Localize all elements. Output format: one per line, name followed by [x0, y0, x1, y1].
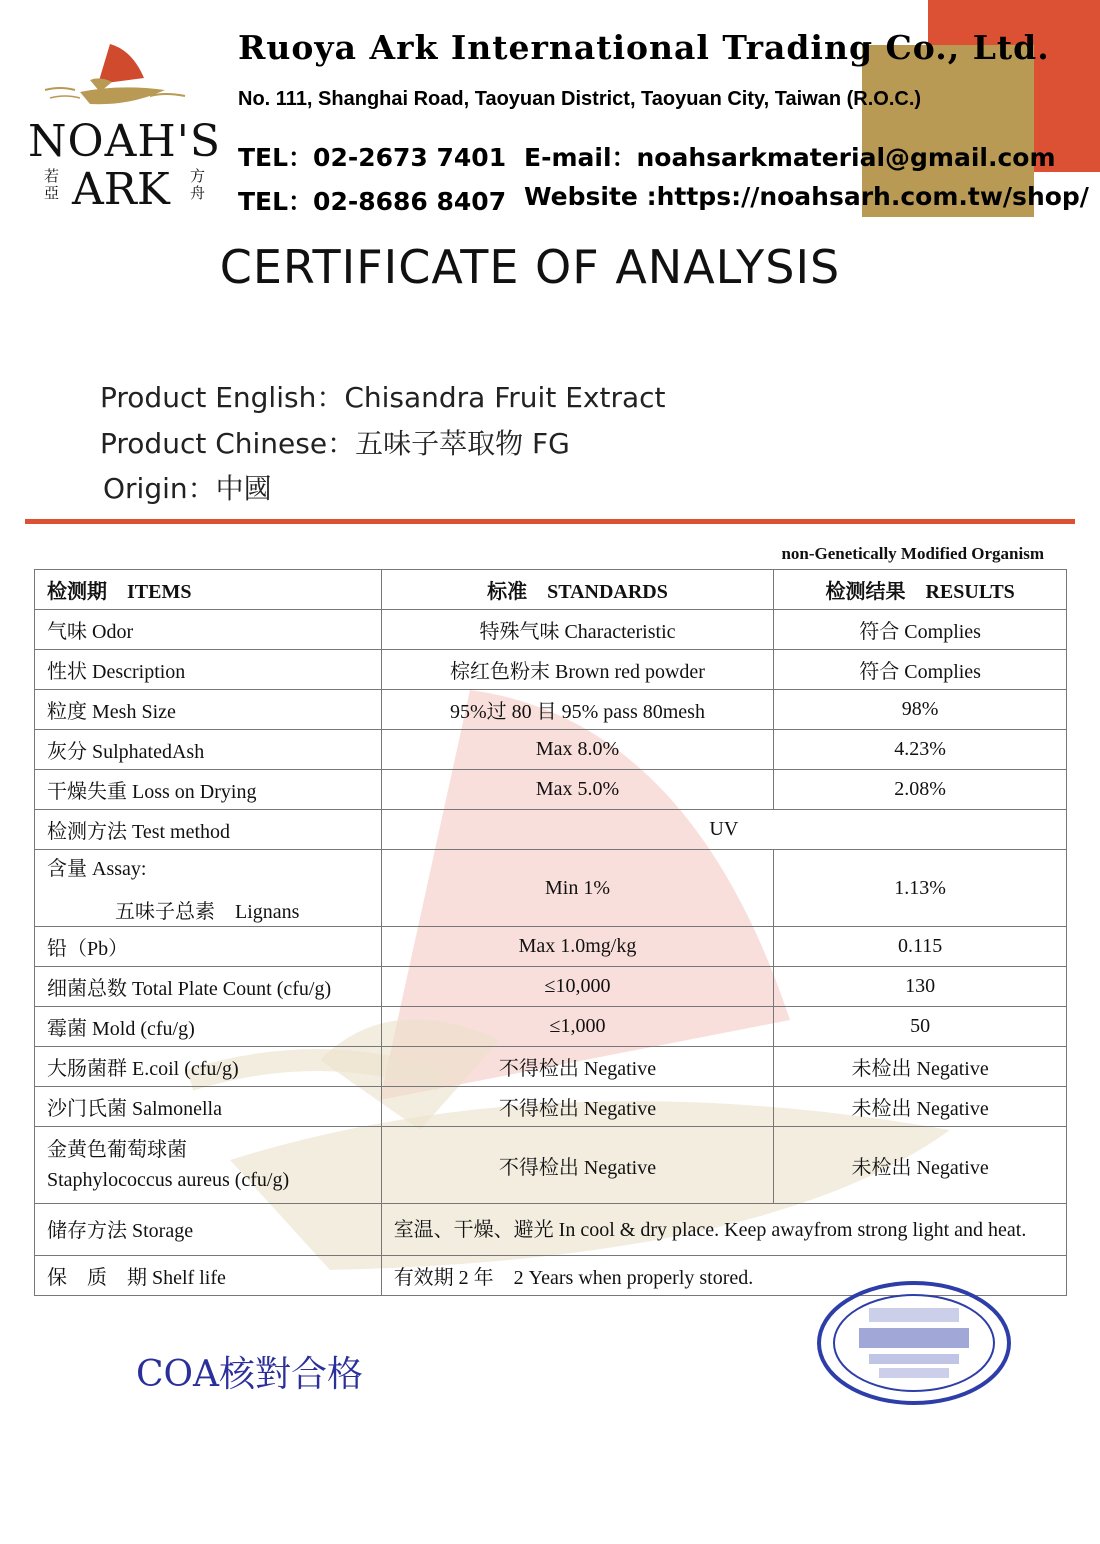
- standard-cell: Max 8.0%: [381, 730, 774, 770]
- result-cell: 1.13%: [774, 850, 1067, 927]
- logo-cjk-right: 方舟: [190, 167, 206, 202]
- table-row-storage: [35, 1204, 1067, 1256]
- result-cell: 4.23%: [774, 730, 1067, 770]
- storage-value: 室温、干燥、避光 In cool & dry place. Keep awayfrom strong light and heat.: [381, 1204, 1066, 1256]
- table-row: [35, 650, 1067, 690]
- item-cell: 干燥失重 Loss on Drying: [35, 770, 382, 810]
- standard-cell: ≤10,000: [381, 967, 774, 1007]
- table-row-assay: [35, 850, 1067, 927]
- table-row-staph: [35, 1127, 1067, 1204]
- result-cell: 未检出 Negative: [774, 1047, 1067, 1087]
- table-row: [35, 967, 1067, 1007]
- result-cell: 未检出 Negative: [774, 1127, 1067, 1204]
- staph-label-cn: 金黄色葡萄球菌: [47, 1139, 187, 1161]
- table-row: [35, 927, 1067, 967]
- item-cell: 沙门氏菌 Salmonella: [35, 1087, 382, 1127]
- company-address: No. 111, Shanghai Road, Taoyuan District, Taoyuan City, Taiwan (R.O.C.): [238, 88, 922, 110]
- assay-label: 含量 Assay:: [47, 858, 147, 880]
- result-cell: 符合 Complies: [774, 650, 1067, 690]
- product-origin: Origin：中國: [103, 472, 272, 505]
- column-header-results: 检测结果 RESULTS: [774, 570, 1067, 610]
- result-cell: 符合 Complies: [774, 610, 1067, 650]
- table-row: [35, 1007, 1067, 1047]
- product-english-name: Product English：Chisandra Fruit Extract: [100, 381, 666, 414]
- item-cell: 保 质 期 Shelf life: [35, 1256, 382, 1296]
- phone-2: TEL：02-8686 8407: [238, 187, 507, 216]
- sailboat-icon: [40, 36, 190, 116]
- product-chinese-name: Product Chinese：五味子萃取物 FG: [100, 427, 570, 460]
- table-row: [35, 610, 1067, 650]
- item-cell: 粒度 Mesh Size: [35, 690, 382, 730]
- assay-sub-label: 五味子总素 Lignans: [115, 901, 300, 923]
- test-method-value: UV: [381, 810, 1066, 850]
- item-cell: 性状 Description: [35, 650, 382, 690]
- column-header-items: 检测期 ITEMS: [35, 570, 382, 610]
- shelf-life-value: 有效期 2 年 2 Years when properly stored.: [381, 1256, 1066, 1296]
- item-cell: [35, 850, 382, 927]
- gmo-note: non-Genetically Modified Organism: [781, 544, 1044, 563]
- standard-cell: 95%过 80 目 95% pass 80mesh: [381, 690, 774, 730]
- standard-cell: Max 1.0mg/kg: [381, 927, 774, 967]
- item-cell: 铅（Pb）: [35, 927, 382, 967]
- table-row: [35, 770, 1067, 810]
- standard-cell: 不得检出 Negative: [381, 1127, 774, 1204]
- standard-cell: 不得检出 Negative: [381, 1087, 774, 1127]
- item-cell: 细菌总数 Total Plate Count (cfu/g): [35, 967, 382, 1007]
- item-cell: 霉菌 Mold (cfu/g): [35, 1007, 382, 1047]
- logo-text-ark: ARK: [72, 164, 170, 215]
- phone-1: TEL：02-2673 7401: [238, 143, 507, 172]
- table-row: [35, 1087, 1067, 1127]
- standard-cell: 棕红色粉末 Brown red powder: [381, 650, 774, 690]
- analysis-table: [34, 569, 1067, 1296]
- logo-text-noahs: NOAH'S: [28, 116, 221, 167]
- logo-cjk-left: 若亞: [44, 167, 60, 202]
- result-cell: 2.08%: [774, 770, 1067, 810]
- result-cell: 50: [774, 1007, 1067, 1047]
- result-cell: 130: [774, 967, 1067, 1007]
- standard-cell: 不得检出 Negative: [381, 1047, 774, 1087]
- result-cell: 0.115: [774, 927, 1067, 967]
- result-cell: 未检出 Negative: [774, 1087, 1067, 1127]
- standard-cell: Min 1%: [381, 850, 774, 927]
- item-cell: [35, 1127, 382, 1204]
- staph-label-en: Staphylococcus aureus (cfu/g): [47, 1169, 290, 1191]
- item-cell: 灰分 SulphatedAsh: [35, 730, 382, 770]
- column-header-standards: 标准 STANDARDS: [381, 570, 774, 610]
- standard-cell: Max 5.0%: [381, 770, 774, 810]
- table-row: [35, 1047, 1067, 1087]
- result-cell: 98%: [774, 690, 1067, 730]
- page-title: CERTIFICATE OF ANALYSIS: [219, 240, 841, 294]
- table-row: [35, 730, 1067, 770]
- table-row: [35, 690, 1067, 730]
- item-cell: 储存方法 Storage: [35, 1204, 382, 1256]
- company-seal-icon: [814, 1278, 1014, 1408]
- divider: [25, 519, 1075, 524]
- standard-cell: ≤1,000: [381, 1007, 774, 1047]
- item-cell: 气味 Odor: [35, 610, 382, 650]
- email-address: E-mail：noahsarkmaterial@gmail.com: [524, 143, 1056, 172]
- approval-note: COA核對合格: [136, 1354, 364, 1395]
- website-url: Website :https://noahsarh.com.tw/shop/: [524, 182, 1089, 211]
- standard-cell: 特殊气味 Characteristic: [381, 610, 774, 650]
- table-row-test-method: [35, 810, 1067, 850]
- table-header-row: [35, 570, 1067, 610]
- item-cell: 检测方法 Test method: [35, 810, 382, 850]
- company-name: Ruoya Ark International Trading Co., Ltd.: [238, 28, 1050, 67]
- item-cell: 大肠菌群 E.coil (cfu/g): [35, 1047, 382, 1087]
